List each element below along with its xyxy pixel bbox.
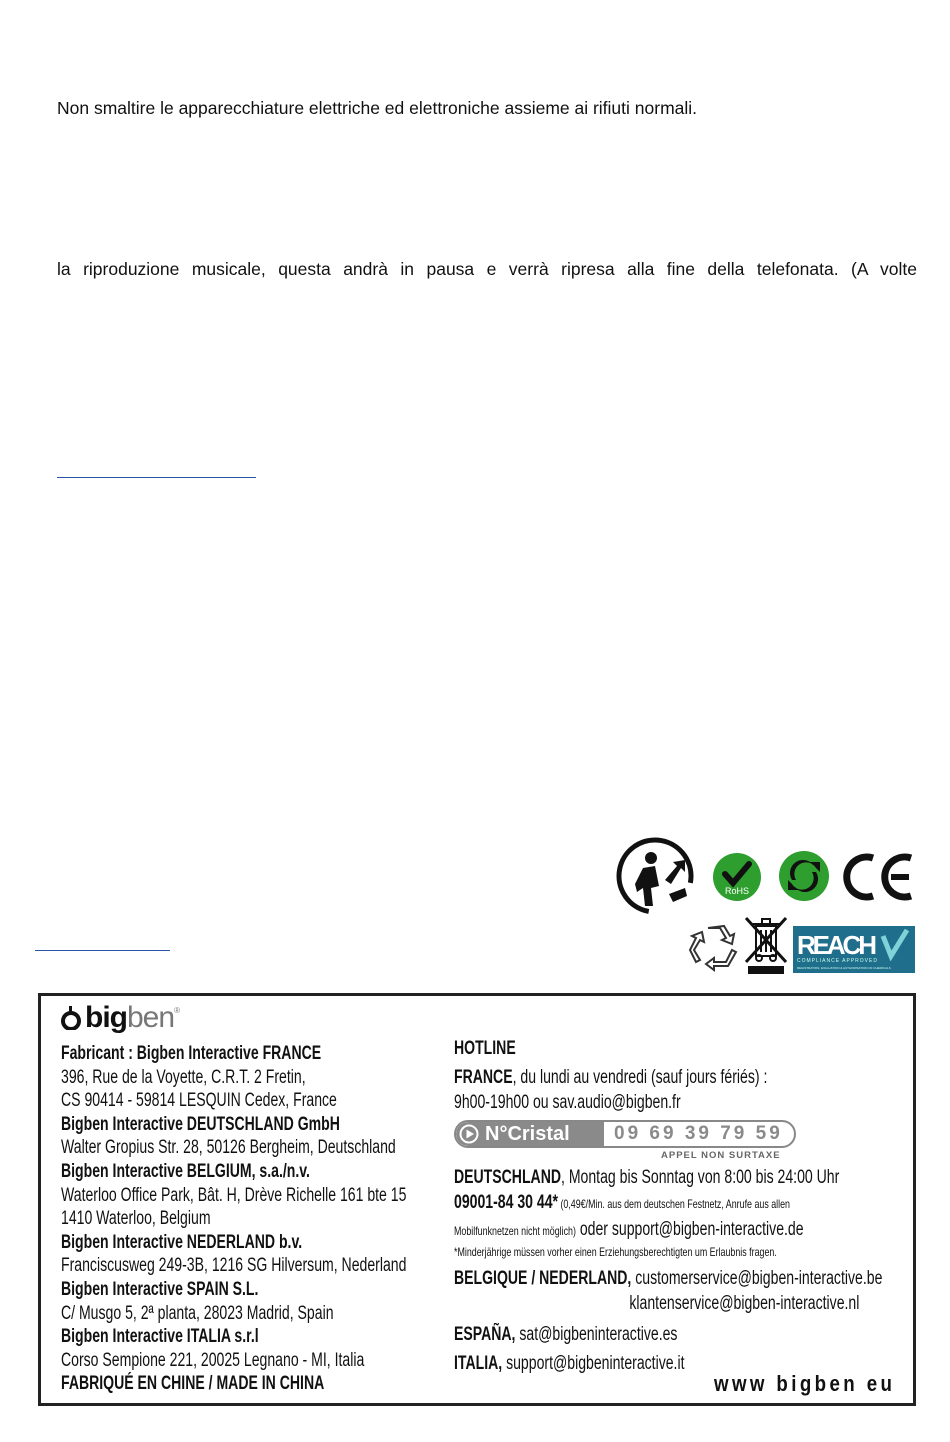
nederland-email: klantenservice@bigben-interactive.nl bbox=[629, 1293, 860, 1314]
address-line: Franciscusweg 249-3B, 1216 SG Hilversum, Nederland bbox=[61, 1255, 407, 1277]
manufacturer-contact-box bbox=[38, 993, 916, 1406]
cristal-number-badge bbox=[454, 1120, 796, 1148]
company-name: Bigben Interactive DEUTSCHLAND GmbH bbox=[61, 1113, 340, 1135]
brand-big: big bbox=[85, 1001, 127, 1034]
address-line: Walter Gropius Str. 28, 50126 Bergheim, Deutschland bbox=[61, 1137, 396, 1159]
company-name: Bigben Interactive NEDERLAND b.v. bbox=[61, 1231, 303, 1253]
address-line: Waterloo Office Park, Bât. H, Drève Richelle 161 bte 15 bbox=[61, 1184, 407, 1206]
address-line: 396, Rue de la Voyette, C.R.T. 2 Fretin, bbox=[61, 1066, 306, 1088]
addresses-column bbox=[61, 1002, 441, 1396]
website-text[interactable]: www bigben eu bbox=[713, 1371, 895, 1396]
brand-trademark: ® bbox=[174, 1006, 180, 1015]
france-hotline-line: FRANCE, du lundi au vendredi (sauf jours fériés) : bbox=[454, 1067, 768, 1088]
recycle-arrows-icon bbox=[688, 920, 740, 972]
deutschland-email: Mobilfunknetzen nicht möglich) oder support@bigben-interactive.de bbox=[454, 1219, 804, 1240]
play-icon bbox=[459, 1124, 479, 1144]
reach-tiny-text: REGISTRATION, EVALUATION & AUTHORISATION OF CHEMICALS bbox=[797, 966, 891, 970]
link-underline bbox=[35, 950, 170, 951]
ce-mark-icon bbox=[843, 852, 915, 902]
tidyman-recycle-icon bbox=[615, 836, 701, 916]
espana-line: ESPAÑA, sat@bigbeninteractive.es bbox=[454, 1324, 678, 1345]
brand-ben: ben bbox=[127, 1001, 175, 1034]
bigben-logo bbox=[61, 1002, 441, 1034]
reach-subtitle: COMPLIANCE APPROVED bbox=[797, 958, 878, 964]
deutschland-line: DEUTSCHLAND, Montag bis Sonntag von 8:00 bis 24:00 Uhr bbox=[454, 1167, 840, 1188]
address-line: 1410 Waterloo, Belgium bbox=[61, 1208, 211, 1230]
deutschland-phone: 09001-84 30 44* (0,49€/Min. aus dem deutschen Festnetz, Anrufe aus allen bbox=[454, 1192, 790, 1213]
address-line: CS 90414 - 59814 LESQUIN Cedex, France bbox=[61, 1090, 337, 1112]
hotline-heading: HOTLINE bbox=[454, 1038, 516, 1059]
france-hours: 9h00-19h00 ou sav.audio@bigben.fr bbox=[454, 1092, 681, 1113]
company-name: Bigben Interactive ITALIA s.r.l bbox=[61, 1326, 259, 1348]
company-name: FABRIQUÉ EN CHINE / MADE IN CHINA bbox=[61, 1373, 325, 1395]
address-list bbox=[61, 1042, 441, 1396]
music-pause-text: la riproduzione musicale, questa andrà in pausa e verrà ripresa alla fine della telefonata. (A volte bbox=[57, 259, 917, 279]
link-underline bbox=[57, 477, 256, 478]
rohs-icon bbox=[712, 852, 762, 902]
cristal-phone-number: 09 69 39 79 59 bbox=[614, 1123, 783, 1144]
belgique-line: BELGIQUE / NEDERLAND, customerservice@bigben-interactive.be bbox=[454, 1268, 883, 1289]
cristal-label: N°Cristal bbox=[485, 1122, 570, 1145]
bigben-mark-icon bbox=[61, 1006, 81, 1030]
company-name: Fabricant : Bigben Interactive FRANCE bbox=[61, 1043, 322, 1064]
address-line: C/ Musgo 5, 2ª planta, 28023 Madrid, Spain bbox=[61, 1302, 334, 1324]
reach-label: REACH bbox=[797, 930, 877, 960]
green-dot-icon bbox=[778, 850, 830, 902]
rohs-label: RoHS bbox=[724, 886, 750, 896]
hotline-column bbox=[454, 1036, 904, 1376]
company-name: Bigben Interactive SPAIN S.L. bbox=[61, 1278, 259, 1300]
company-name: Bigben Interactive BELGIUM, s.a./n.v. bbox=[61, 1160, 310, 1182]
crossed-bin-icon bbox=[742, 914, 790, 976]
appel-non-surtaxe: APPEL NON SURTAXE bbox=[661, 1150, 781, 1161]
deutschland-note: *Minderjährige müssen vorher einen Erziehungsberechtigten um Erlaubnis fragen. bbox=[454, 1245, 777, 1259]
italia-line: ITALIA, support@bigbeninteractive.it bbox=[454, 1353, 685, 1374]
reach-logo bbox=[793, 926, 915, 973]
address-line: Corso Sempione 221, 20025 Legnano - MI, Italia bbox=[61, 1349, 365, 1371]
disposal-notice-text: Non smaltire le apparecchiature elettriche ed elettroniche assieme ai rifiuti normali. bbox=[57, 98, 698, 118]
